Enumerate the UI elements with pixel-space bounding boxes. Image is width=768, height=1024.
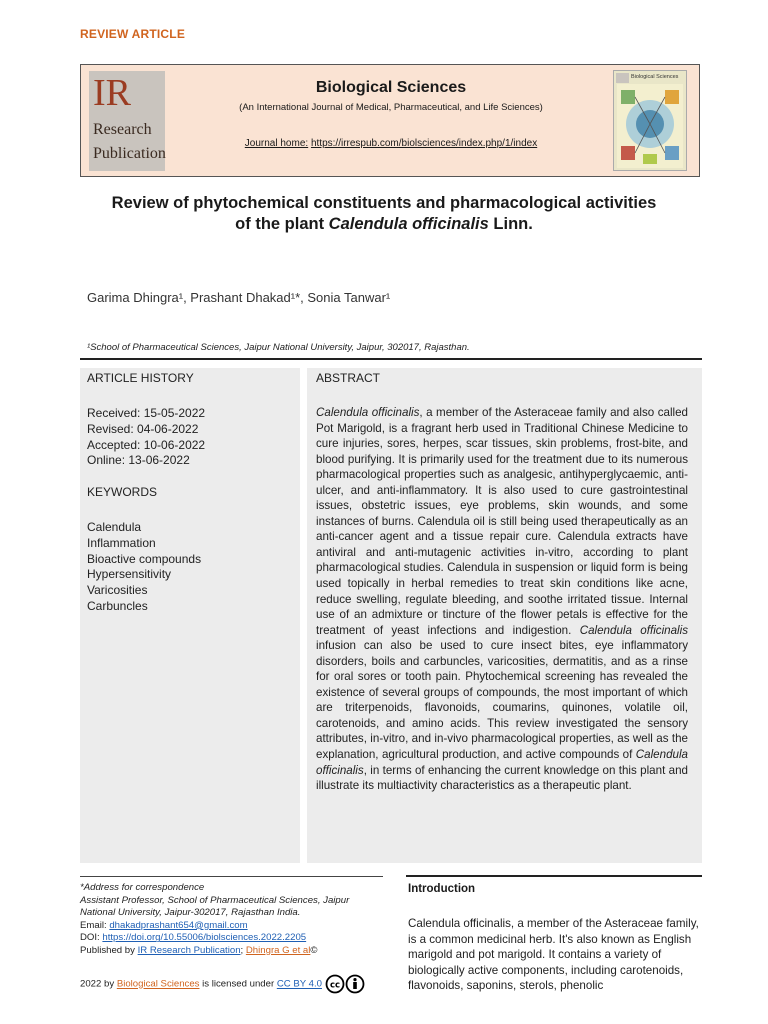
journal-title: Biological Sciences: [315, 79, 467, 96]
history-dates: [87, 406, 205, 469]
logo-line-publication: Publication: [93, 145, 166, 162]
article-info-panel: [80, 368, 300, 863]
journal-subtitle: (An International Journal of Medical, Pharmaceutical, and Life Sciences): [239, 102, 543, 113]
keyword-item: Hypersensitivity: [87, 567, 172, 582]
keyword-item: Inflammation: [87, 535, 156, 550]
email-line: [80, 920, 380, 933]
title-part-2: of the plant: [235, 215, 329, 233]
divider-bottom-right: [406, 875, 702, 877]
correspondence-heading: *Address for correspondence: [80, 882, 205, 893]
logo-line-research: Research: [93, 121, 152, 138]
license-link[interactable]: CC BY 4.0: [276, 978, 322, 990]
journal-home: [81, 138, 701, 149]
keyword-item: Bioactive compounds: [87, 551, 202, 566]
copyright-mark: ©: [310, 944, 318, 956]
email-link[interactable]: dhakadprashant654@gmail.com: [109, 919, 248, 931]
cover-artwork: [617, 84, 683, 168]
abstract-segment: infusion can also be used to cure insect bites, eye inflammatory disorders, boils and carbuncles, varicosities, dermatitis, and as a rinse for oral sores or tooth pain. Phytochemical screening has revealed the existence of several groups of compounds, the most important of which are triterpenoids, flavonoids, coumarins, quinones, volatile oil, carotenoids, and amino acids. This review investigated the sensory attributes, in-vitro, and in-vivo pharmacological properties, as well as the explanation, agricultural production, and active compounds of: [316, 639, 688, 762]
title-species: Calendula officinalis: [328, 215, 489, 233]
keywords-heading: KEYWORDS: [87, 485, 158, 499]
license-prefix: 2022 by: [80, 978, 117, 990]
doi-link[interactable]: https://doi.org/10.55006/biolsciences.2022.2205: [102, 932, 307, 944]
cover-title: Biological Sciences: [631, 74, 679, 80]
published-sep: ;: [240, 944, 246, 956]
doi-label: DOI:: [80, 932, 103, 944]
cover-logo: [616, 73, 629, 83]
abstract-heading: ABSTRACT: [316, 371, 381, 385]
title-part-3: Linn.: [488, 215, 533, 233]
date-accepted: Accepted: 10-06-2022: [87, 437, 206, 452]
date-revised: Revised: 04-06-2022: [87, 421, 199, 436]
journal-header: [80, 64, 700, 177]
abstract-species: Calendula officinalis: [316, 406, 420, 419]
abstract-text: [316, 405, 688, 794]
logo-ir-text: IR: [93, 72, 131, 114]
correspondence-block: [80, 882, 380, 958]
license-mid: is licensed under: [199, 978, 277, 990]
cc-by-icon[interactable]: [325, 974, 365, 994]
abstract-panel: [307, 368, 702, 863]
author-list: Garima Dhingra¹, Prashant Dhakad¹*, Sonia Tanwar¹: [87, 290, 391, 305]
journal-home-label: Journal home:: [244, 138, 309, 149]
license-line: [80, 974, 365, 994]
title-part-1: Review of phytochemical constituents and pharmacological activities: [111, 194, 657, 212]
copyright-holder-link[interactable]: Dhingra G et al: [245, 944, 311, 956]
history-heading: ARTICLE HISTORY: [87, 371, 194, 385]
date-online: Online: 13-06-2022: [87, 453, 190, 468]
correspondence-address: Assistant Professor, School of Pharmaceutical Sciences, Jaipur National University, Jaipur-302017, Rajasthan India.: [80, 894, 350, 919]
abstract-segment: , a member of the Asteraceae family and also called Pot Marigold, is a fragrant herb used in Traditional Chinese Medicine to cure injuries, sores, herpes, scar tissues, skin problems, frost-bite, and blood purifying. It is primarily used for the treatment due to its numerous pharmacological properties such as analgesic, antihyperglycaemic, anti-ulcer, and anti-inflammatory. It is also used to cure gastrointestinal issues, obstetric issues, eye problems, skin wounds, and some instances of burns. Calendula oil is still being used therapeutically as an anti-cancer agent and a tissue repair cure. Calendula extracts have antiviral and anti-mutagenic activities in-vitro, according to plant pharmacological studies. Calendula in suspension or liquid form is being used topically in herbal remedies to treat skin conditions like acne, reduce swelling, regulate bleeding, and soothe irritated tissue. Internal use of an admixture or tincture of the flower petals is effective for the treatment of yeast infections and indigestion.: [316, 406, 688, 637]
divider-top: [80, 358, 702, 360]
paper-title: [60, 193, 708, 235]
keyword-item: Calendula: [87, 520, 142, 534]
journal-link[interactable]: Biological Sciences: [116, 978, 200, 990]
journal-home-link[interactable]: https://irrespub.com/biolsciences/index.php/1/index: [310, 138, 538, 149]
keyword-list: [87, 520, 201, 615]
doi-line: [80, 932, 380, 945]
date-received: Received: 15-05-2022: [87, 406, 206, 420]
abstract-segment: , in terms of enhancing the current knowledge on this plant and illustrate its multiactivity characteristics as a therapeutic plant.: [316, 763, 688, 793]
abstract-species: Calendula officinalis: [579, 623, 688, 637]
introduction-heading: Introduction: [408, 883, 476, 895]
abstract-species: Calendula officinalis: [316, 748, 688, 777]
published-label: Published by: [80, 944, 138, 956]
keyword-item: Varicosities: [87, 583, 148, 598]
affiliation: ¹School of Pharmaceutical Sciences, Jaipur National University, Jaipur, 302017, Rajasthan.: [87, 342, 470, 353]
publisher-link[interactable]: IR Research Publication: [137, 944, 241, 956]
published-line: [80, 945, 380, 958]
divider-bottom-left: [80, 876, 383, 877]
email-label: Email:: [80, 919, 110, 931]
journal-cover-image: [613, 70, 687, 171]
svg-text:cc: cc: [329, 980, 340, 991]
introduction-text: Calendula officinalis, a member of the Asteraceae family, is a common medicinal herb. It's also known as English marigold and pot marigold. It contains a variety of biologically active components, including carotenoids, flavonoids, saponins, sterols, phenolic: [408, 917, 699, 993]
article-type-label: REVIEW ARTICLE: [80, 27, 186, 41]
keyword-item: Carbuncles: [87, 598, 148, 613]
